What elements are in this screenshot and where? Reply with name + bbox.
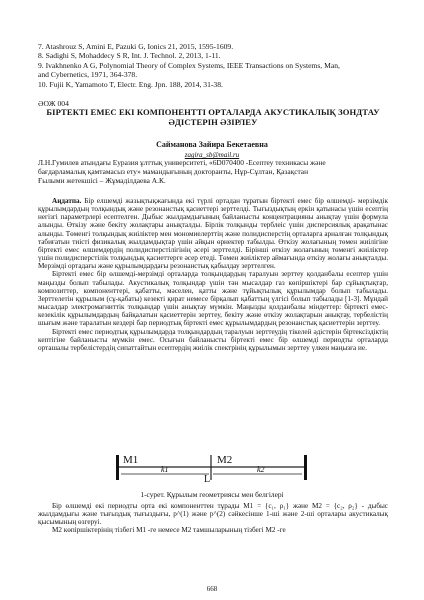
- reference-item: and Cybernetics, 1971, 364-378.: [38, 70, 138, 80]
- m2-label: M2: [217, 454, 233, 466]
- abstract-keyword: Аңдатпа.: [52, 197, 82, 205]
- abstract-paragraph: [38, 197, 388, 270]
- abstract-block: [38, 197, 388, 352]
- k2-label: k2: [257, 465, 265, 474]
- affiliation: [38, 158, 388, 186]
- author-name: Сайманова Зайира Бекетаевна: [156, 140, 268, 149]
- reference-item: 8. Sadighi S, Mohaddecy S R, Int. J. Technol. 2, 2013, 1-11.: [38, 51, 221, 61]
- body-paragraph: Бір өлшемді екі периодты орта екі компоненттен тұрады M1 = {c₁, ρ₁} және M2 = {c₂, ρ₂} - дыбыс жылдамдығы және тығыздық тығыздығы, p^(1) және p^(2) сәйкесінше 1-ші және 2-ші орталары акустикалық қысымының өзгеруі.: [38, 502, 388, 527]
- abstract-text: Бір елшемді жазықтықжағында екі түрлі ортадан тұратын біртекті емес бір өлшемді- мерзімдік құрылымдардың толқындық және резонанстық қасиеттері зерттелді. Тығыздықтың еркін қатынасы үшін есептің негізгі параметрлері есептелген. Дыбыс жылдамдығының байланысты концентрацияны анықтау үшін формула алынды. Өткізу және бекіту жолақтары анықталды. Бірлік толқынды терблеіс үшін дисперсиялық арақатынас алынды. Төменгі толқындық жиіліктер мен мономиелерттің және полидисперстің орталарга арналған толқындық табиғатын тиісті физикалық жылдамдықтар үшін айқын өрнектер табылды. Өткізу жолағының төмен жиілігіне біртекті емес өлшемдердің полидисперстілігінің әсері зерттелді. Бірінші өткізу жолағының төменгі жиіліктер үшін полидисперстілік толқындық қасиеттерге әсер етеді. Төмен жиіліктер аймағында өткізу жолағы анықталды. Мерзімді ортадағы және құрылымдардағы резонанстық қабылдау зерттелген.: [38, 197, 388, 271]
- affiliation-line: Л.Н.Гумилев атындағы Еуразия ұлттық университеті, «6D070400 -Есептеу техникасы және: [38, 158, 326, 167]
- page-number: 668: [206, 585, 218, 593]
- affiliation-line: бағдарламалық қамтамасыз ету» мамандығының докторанты, Нұр-Сұлтан, Қазақстан: [38, 167, 309, 177]
- k1-label: k1: [161, 465, 169, 474]
- body-paragraph: Біртекті емес бір өлшемді-мерзімді орталарда толқындардың таралуын зерттеу қолданбалы есептер үшін маңызды болып табылады. Акустикалық толқындар үшін тән мысалдар газ көпіршіктері бар сұйықтықтар, композиттер, компоненттері, қабатты, мәселен, қатты және тұйықтылық құрылымдар болып табылады. Зерттелетін құрылым (сұ-қабаты) кезекті қират немесе бірқалып қабаттың үлгісі болып табылады [1-3]. Мұндай мысалдар электромагниттік толқындар үшін анықтау мүмкін. Маңызды қолданбалы міндеттер: біртекті емес-кезекілік құрылымдардың байқалатын қасиеттерін зерттеу, бекіту және өткізу жолақтарын анықтау, тербелістің шығым және таралатын кездері бар периодтық біртекті емес құрылымдардың резонанстық қасиеттерін зерттеу.: [38, 270, 388, 328]
- body-paragraph: Біртекті емес периодтық құрылымдарда толқындардың таралуын зерттеудің тікелей әдістерін біртексіздіктің кептігіне байланысты мүмкін емес. Осығын байланысты біртекті емес бір өлшемді периодты орталарда орташалы тербелістердің сипаттайтын есептердің жиілік спектрінің құрылымын зерттеу үлкен маңызға ие.: [38, 327, 388, 352]
- title-line: ӘДІСТЕРІН ӘЗІРЛЕУ: [168, 117, 258, 128]
- reference-list: [38, 42, 388, 89]
- l-label: L: [204, 474, 211, 485]
- title-line: БІРТЕКТІ ЕМЕС ЕКІ КОМПОНЕНТТІ ОРТАЛАРДА АКУСТИКАЛЫҚ ЗОНДТАУ: [46, 107, 380, 117]
- affiliation-line: Ғылыми жетекшісі – Жұмаділдаева А.К.: [38, 176, 166, 186]
- right-boundary: [304, 455, 307, 480]
- reference-item: 9. Ivakhnenko A G, Polynomial Theory of Complex Systems, IEEE Transactions on Systems, Man,: [38, 60, 340, 70]
- body-continuation: [38, 502, 388, 535]
- reference-item: 7. Atashrouz S, Amini E, Pazuki G, Ionics 21, 2015, 1595-1609.: [38, 42, 234, 51]
- paper-title: [38, 107, 388, 128]
- m1-label: M1: [123, 454, 139, 466]
- udk-code: ӘОЖ 004: [38, 99, 69, 108]
- reference-item: 10. Fujii K, Yamamoto T, Electr. Eng. Jpn. 188, 2014, 31-38.: [38, 79, 223, 89]
- left-boundary: [116, 455, 119, 480]
- author-email[interactable]: zagira_sb@mail.ru: [184, 151, 240, 159]
- figure-caption: 1-сурет. Құрылым геометриясы мен белгілері: [140, 490, 284, 499]
- body-paragraph: M2 көпіршіктерінің тізбегі M1 -ге немесе M2 тамшыларының тізбегі M2 -ге: [52, 526, 286, 535]
